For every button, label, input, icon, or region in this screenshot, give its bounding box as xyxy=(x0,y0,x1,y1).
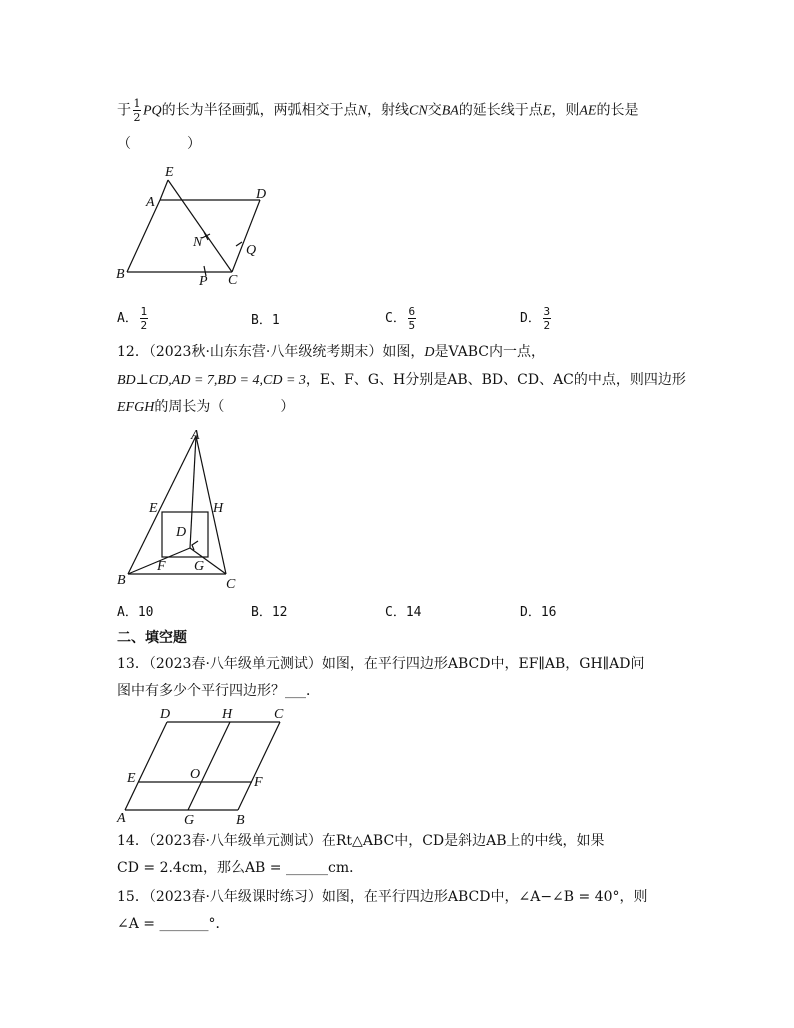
q12-option-a: A．10 xyxy=(117,605,154,620)
label-c: C xyxy=(226,577,236,592)
q11-answer-blank: （ ） xyxy=(117,136,201,152)
frac-num: 1 xyxy=(140,305,148,318)
q11-var: PQ xyxy=(143,103,162,119)
section-heading: 二、填空题 xyxy=(117,630,187,646)
q13-stem-line1: 13．（2023春·八年级单元测试）如图，在平行四边形ABCD中，EF∥AB，GH∥AD问 xyxy=(117,656,645,672)
label-d: D xyxy=(256,187,267,202)
ray-cn xyxy=(168,180,232,272)
label-f: F xyxy=(157,559,166,574)
label-n: N xyxy=(193,235,203,250)
label-g: G xyxy=(184,813,195,826)
q12-var: D xyxy=(424,345,435,360)
q12-stem-line2 xyxy=(117,370,686,391)
option-label: A． xyxy=(117,311,138,326)
q11-option-d xyxy=(520,306,553,331)
q11-option-a xyxy=(117,306,150,331)
label-d: D xyxy=(160,707,171,722)
label-e: E xyxy=(149,501,158,516)
frac-den: 5 xyxy=(408,319,416,332)
label-f: F xyxy=(254,775,263,790)
frac-num: 1 xyxy=(133,97,141,110)
label-e: E xyxy=(127,771,136,786)
q11-var: BA xyxy=(441,103,459,119)
right-angle-mark xyxy=(192,541,198,550)
label-p: P xyxy=(199,274,208,288)
q13-figure xyxy=(112,704,296,826)
q11-option-c xyxy=(385,306,418,331)
q12-var: EFGH xyxy=(117,400,155,415)
label-b: B xyxy=(117,573,126,588)
line-ba xyxy=(127,200,160,272)
q11-text: 于 xyxy=(117,102,131,119)
frac-num: 6 xyxy=(408,305,416,318)
label-b: B xyxy=(236,813,245,826)
q11-var: N xyxy=(357,103,368,119)
line-ad xyxy=(190,436,196,548)
line-bc xyxy=(238,722,280,810)
label-a: A xyxy=(146,195,155,210)
q15-stem-line2: ∠A = _______°． xyxy=(117,916,230,932)
q12-figure xyxy=(112,426,252,592)
label-c: C xyxy=(274,707,284,722)
q12-text: 12．（2023秋·山东东营·八年级统考期末）如图， xyxy=(117,344,425,360)
q15-stem-line1: 15．（2023春·八年级课时练习）如图，在平行四边形ABCD中，∠A−∠B = 40°，则 xyxy=(117,889,648,905)
q12-stem-line1 xyxy=(117,342,545,363)
q12-option-d: D．16 xyxy=(520,605,557,620)
label-a: A xyxy=(191,428,200,443)
label-e: E xyxy=(165,165,174,180)
label-c: C xyxy=(228,273,238,288)
frac-num: 3 xyxy=(543,305,551,318)
label-b: B xyxy=(116,267,125,282)
q11-text: 的长是 xyxy=(596,102,639,119)
label-h: H xyxy=(222,707,233,722)
q11-stem xyxy=(117,98,638,123)
label-g: G xyxy=(194,559,205,574)
q14-stem-line2: CD = 2.4cm，那么AB = ______cm． xyxy=(117,860,364,876)
q12-stem-line3 xyxy=(117,397,294,418)
q12-text: 是VABC内一点， xyxy=(434,344,545,360)
q11-text: 的长为半径画弧，两弧相交于点 xyxy=(161,102,358,119)
frac-den: 2 xyxy=(140,319,148,332)
label-o: O xyxy=(190,767,201,782)
q11-figure xyxy=(110,160,280,288)
line-dc xyxy=(232,200,260,272)
q11-var: CN xyxy=(409,103,428,119)
q11-text: 的延长线于点 xyxy=(458,102,543,119)
line-ad xyxy=(125,722,167,810)
q11-option-b: B．1 xyxy=(251,313,280,328)
q14-stem-line1: 14．（2023春·八年级单元测试）在Rt△ABC中，CD是斜边AB上的中线，如果 xyxy=(117,833,605,849)
line-gh xyxy=(188,722,230,810)
frac-den: 2 xyxy=(133,111,141,124)
arc-mark-q xyxy=(236,242,242,246)
q11-text: ，射线 xyxy=(367,102,410,119)
line-ae-extension xyxy=(160,180,168,200)
option-label: D． xyxy=(520,311,541,326)
q11-fraction xyxy=(133,98,141,123)
frac-den: 2 xyxy=(543,319,551,332)
q12-text: ，E、F、G、H分别是AB、BD、CD、AC的中点，则四边形 xyxy=(305,372,686,388)
q12-text: 的周长为（ ） xyxy=(154,399,295,415)
q11-text: 交 xyxy=(427,102,442,119)
q12-option-b: B．12 xyxy=(251,605,288,620)
label-h: H xyxy=(213,501,224,516)
q12-option-c: C．14 xyxy=(385,605,422,620)
option-label: C． xyxy=(385,311,406,326)
q11-var: AE xyxy=(579,103,597,119)
q11-text: ，则 xyxy=(551,102,580,119)
q12-math: BD⊥CD,AD = 7,BD = 4,CD = 3 xyxy=(117,373,306,388)
label-q: Q xyxy=(246,243,257,258)
label-d: D xyxy=(176,525,187,540)
label-a: A xyxy=(117,811,126,826)
q11-var: E xyxy=(542,103,552,119)
q13-stem-line2: 图中有多少个平行四边形？___． xyxy=(117,683,320,699)
